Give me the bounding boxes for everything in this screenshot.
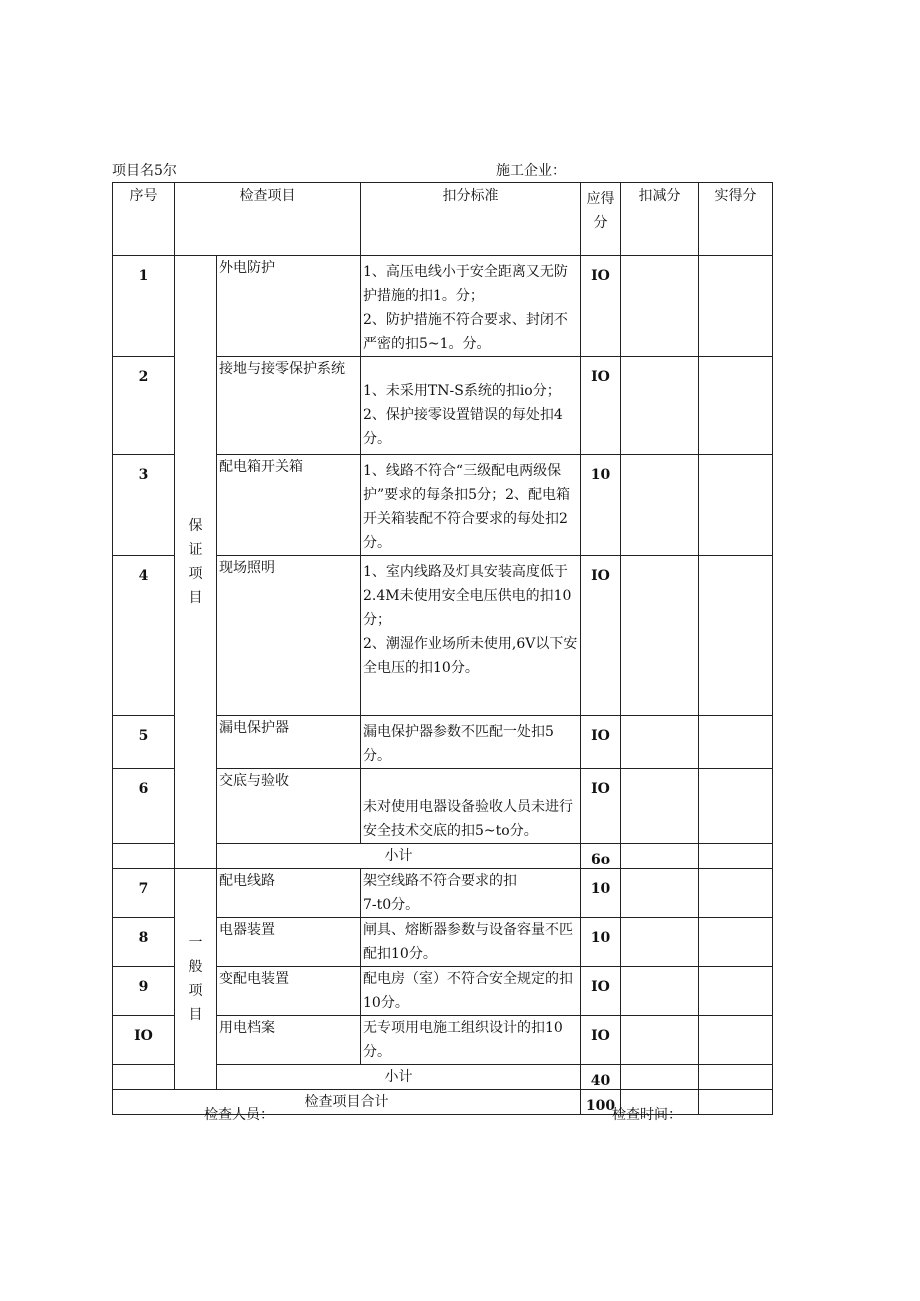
total-label: 检查项目合计	[113, 1090, 581, 1115]
col-header-no: 序号	[113, 183, 175, 256]
subtotal-deduct-cell[interactable]	[621, 1065, 699, 1090]
subtotal-label: 小计	[217, 1065, 581, 1090]
section-label-general: 一般项目	[175, 869, 217, 1090]
row-points: 10	[581, 455, 621, 556]
row-criteria: 闸具、熔断器参数与设备容量不匹配扣10分。	[361, 918, 581, 967]
row-deduct-cell[interactable]	[621, 1016, 699, 1065]
row-points: IO	[581, 1016, 621, 1065]
col-header-item: 检查项目	[175, 183, 361, 256]
col-header-criteria: 扣分标准	[361, 183, 581, 256]
row-deduct-cell[interactable]	[621, 967, 699, 1016]
col-header-deduct: 扣减分	[621, 183, 699, 256]
row-deduct-cell[interactable]	[621, 769, 699, 844]
row-item: 配电箱开关箱	[217, 455, 361, 556]
row-criteria: 配电房（室）不符合安全规定的扣10分。	[361, 967, 581, 1016]
row-deduct-cell[interactable]	[621, 455, 699, 556]
row-criteria: 无专项用电施工组织设计的扣10分。	[361, 1016, 581, 1065]
row-item: 外电防护	[217, 256, 361, 357]
project-name-label: 项目名5尔	[112, 163, 177, 179]
total-actual-cell[interactable]	[699, 1090, 773, 1115]
row-number: 7	[113, 869, 175, 918]
row-points: 10	[581, 918, 621, 967]
row-criteria: 漏电保护器参数不匹配一处扣5分。	[361, 716, 581, 769]
row-number: 5	[113, 716, 175, 769]
row-actual-cell[interactable]	[699, 1016, 773, 1065]
row-criteria: 1、未采用TN-S系统的扣io分； 2、保护接零设置错误的每处扣4分。	[361, 357, 581, 455]
row-item: 配电线路	[217, 869, 361, 918]
table-row	[113, 256, 773, 357]
subtotal-label: 小计	[217, 844, 581, 869]
row-item: 用电档案	[217, 1016, 361, 1065]
section-label-guarantee: 保证项目	[175, 256, 217, 869]
row-deduct-cell[interactable]	[621, 556, 699, 716]
row-points: IO	[581, 716, 621, 769]
subtotal-actual-cell[interactable]	[699, 1065, 773, 1090]
row-deduct-cell[interactable]	[621, 357, 699, 455]
row-criteria: 未对使用电器设备验收人员未进行安全技术交底的扣5~to分。	[361, 769, 581, 844]
row-criteria: 1、线路不符合“三级配电两级保护”要求的每条扣5分；2、配电箱开关箱装配不符合要求的每处扣2分。	[361, 455, 581, 556]
subtotal-actual-cell[interactable]	[699, 844, 773, 869]
row-actual-cell[interactable]	[699, 967, 773, 1016]
subtotal-points: 6o	[581, 844, 621, 869]
row-actual-cell[interactable]	[699, 556, 773, 716]
row-actual-cell[interactable]	[699, 455, 773, 556]
row-deduct-cell[interactable]	[621, 918, 699, 967]
table-row	[113, 869, 773, 918]
table-header-row	[113, 183, 773, 256]
row-actual-cell[interactable]	[699, 769, 773, 844]
subtotal-no-cell	[113, 844, 175, 869]
col-header-actual: 实得分	[699, 183, 773, 256]
subtotal-deduct-cell[interactable]	[621, 844, 699, 869]
row-item: 漏电保护器	[217, 716, 361, 769]
row-number: 9	[113, 967, 175, 1016]
row-item: 接地与接零保护系统	[217, 357, 361, 455]
row-number: 8	[113, 918, 175, 967]
total-points: 100	[581, 1090, 621, 1115]
inspection-time-label: 检查时间：	[612, 1107, 682, 1123]
row-item: 现场照明	[217, 556, 361, 716]
row-actual-cell[interactable]	[699, 357, 773, 455]
row-actual-cell[interactable]	[699, 869, 773, 918]
row-points: IO	[581, 357, 621, 455]
row-deduct-cell[interactable]	[621, 716, 699, 769]
row-item: 交底与验收	[217, 769, 361, 844]
row-points: IO	[581, 256, 621, 357]
row-criteria: 1、高压电线小于安全距离又无防护措施的扣1。分； 2、防护措施不符合要求、封闭不严密的扣5~1。分。	[361, 256, 581, 357]
subtotal-no-cell	[113, 1065, 175, 1090]
row-item: 变配电装置	[217, 967, 361, 1016]
row-number: 1	[113, 256, 175, 357]
row-number: 3	[113, 455, 175, 556]
row-points: IO	[581, 769, 621, 844]
row-criteria: 架空线路不符合要求的扣 7-t0分。	[361, 869, 581, 918]
row-points: IO	[581, 967, 621, 1016]
row-actual-cell[interactable]	[699, 716, 773, 769]
row-deduct-cell[interactable]	[621, 256, 699, 357]
row-criteria: 1、室内线路及灯具安装高度低于2.4M未使用安全电压供电的扣10分； 2、潮湿作业场所未使用,6V以下安全电压的扣10分。	[361, 556, 581, 716]
col-header-points: 应得分	[581, 183, 621, 256]
row-points: 10	[581, 869, 621, 918]
subtotal-points: 40	[581, 1065, 621, 1090]
inspection-table	[112, 182, 773, 1115]
row-deduct-cell[interactable]	[621, 869, 699, 918]
row-number: 6	[113, 769, 175, 844]
row-item: 电器装置	[217, 918, 361, 967]
construction-company-label: 施工企业：	[496, 163, 566, 179]
row-actual-cell[interactable]	[699, 918, 773, 967]
row-number: 4	[113, 556, 175, 716]
row-points: IO	[581, 556, 621, 716]
inspector-label: 检查人员：	[204, 1107, 274, 1123]
row-number: 2	[113, 357, 175, 455]
row-number: IO	[113, 1016, 175, 1065]
row-actual-cell[interactable]	[699, 256, 773, 357]
